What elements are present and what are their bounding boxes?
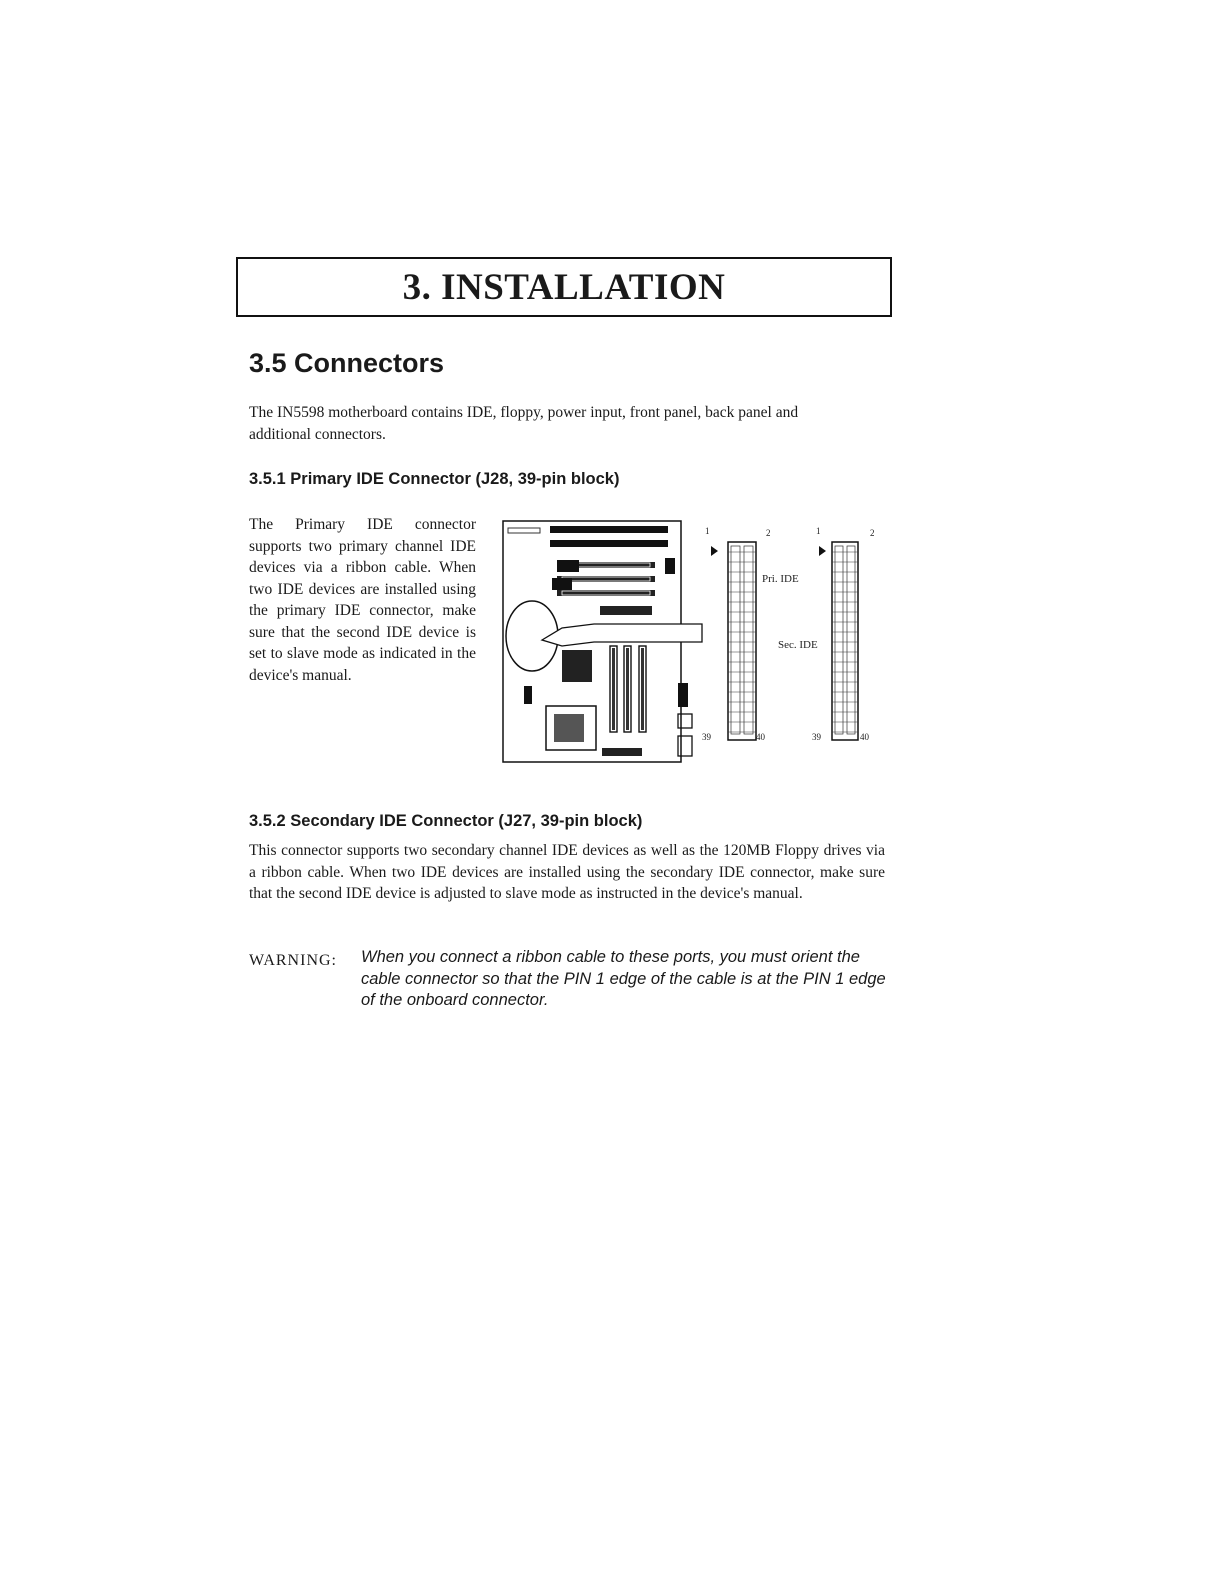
warning-label: WARNING: <box>249 952 337 969</box>
sec-pin40-label: 40 <box>860 732 869 742</box>
pri-pin1-label: 1 <box>705 526 710 536</box>
pri-pin39-label: 39 <box>702 732 711 742</box>
pri-pin1-marker <box>711 546 718 556</box>
pri-pin2-label: 2 <box>766 528 771 538</box>
primary-ide-body: The Primary IDE connector supports two primary channel IDE devices via a ribbon cable. When two IDE devices are installed using the primary IDE connector, make sure that the second IDE device is set to slave mode as indicated in the device's manual. <box>249 516 476 684</box>
primary-ide-pins <box>731 546 753 734</box>
sec-pin39-label: 39 <box>812 732 821 742</box>
pointer-arrow <box>542 624 702 646</box>
warning-text: When you connect a ribbon cable to these ports, you must orient the cable connector so that the PIN 1 edge of the cable is at the PIN 1 edge of the onboard connector. <box>361 948 886 1009</box>
motherboard-diagram <box>502 518 882 768</box>
sec-pin1-marker <box>819 546 826 556</box>
sec-pin2-label: 2 <box>870 528 875 538</box>
pri-pin40-label: 40 <box>756 732 765 742</box>
primary-ide-heading: 3.5.1 Primary IDE Connector (J28, 39-pin block) <box>249 470 620 488</box>
sec-ide-label: Sec. IDE <box>778 639 818 651</box>
sec-pin1-label: 1 <box>816 526 821 536</box>
chapter-title: 3. INSTALLATION <box>402 266 726 308</box>
chapter-header <box>236 257 892 317</box>
isa-slot <box>550 526 668 533</box>
section-intro: The IN5598 motherboard contains IDE, floppy, power input, front panel, back panel and additional connectors. <box>249 404 799 443</box>
section-title: 3.5 Connectors <box>249 348 445 378</box>
secondary-ide-body: This connector supports two secondary channel IDE devices as well as the 120MB Floppy drives via a ribbon cable. When two IDE devices are installed using the secondary IDE connector, make sure that the second IDE device is adjusted to slave mode as instructed in the device's manual. <box>249 842 885 902</box>
secondary-ide-heading: 3.5.2 Secondary IDE Connector (J27, 39-pin block) <box>249 812 643 830</box>
isa-slot <box>550 540 668 547</box>
secondary-ide-pins <box>835 546 855 734</box>
pri-ide-label: Pri. IDE <box>762 573 799 585</box>
